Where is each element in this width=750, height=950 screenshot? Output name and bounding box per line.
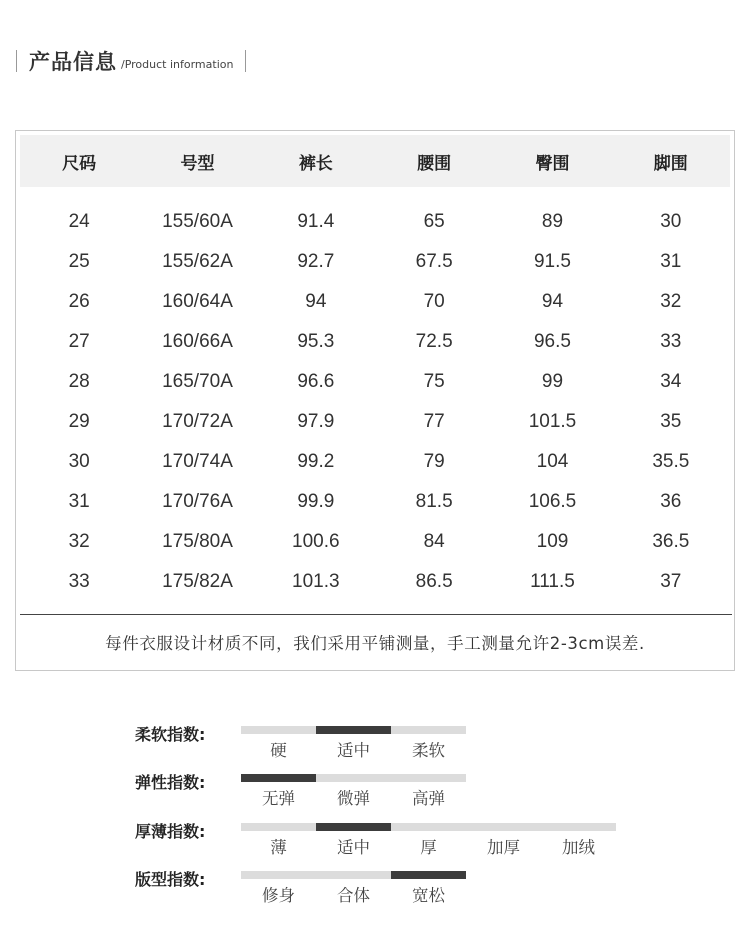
table-row [20,402,730,442]
index-segment-active [316,823,391,831]
index-option: 加厚 [487,838,520,857]
index-segment-active [391,871,466,879]
table-cell: 155/60A [162,211,233,232]
index-segment [241,823,316,831]
table-cell: 28 [68,371,90,392]
table-cell: 86.5 [415,571,453,592]
index-option: 无弹 [262,789,295,808]
table-cell: 79 [423,451,445,472]
column-header: 号型 [180,153,215,174]
table-row [20,482,730,522]
index-row [0,819,750,859]
index-label: 柔软指数: [135,725,206,744]
table-cell: 99 [541,371,564,392]
table-cell: 94 [541,291,564,312]
table-cell: 24 [68,211,90,232]
table-cell: 96.6 [297,371,335,392]
index-segment [391,774,466,782]
table-cell: 84 [423,531,445,552]
column-header: 尺码 [62,153,97,174]
index-segment [316,774,391,782]
table-cell: 77 [423,411,445,432]
table-cell: 65 [423,211,445,232]
index-option: 加绒 [562,838,595,857]
index-option: 厚 [420,838,437,857]
table-cell: 35.5 [652,451,690,472]
size-table-header [20,135,730,187]
size-table [15,130,735,671]
index-row [0,722,750,762]
index-segment [391,823,466,831]
table-cell: 67.5 [415,251,453,272]
table-cell: 94 [305,291,327,312]
section-title: 产品信息 [29,50,117,74]
column-header: 臀围 [535,153,570,174]
table-cell: 32 [660,291,682,312]
index-segment-active [241,774,316,782]
index-option: 薄 [270,838,287,857]
table-row [20,562,730,602]
table-cell: 101.5 [528,411,577,432]
table-row [20,202,730,242]
table-cell: 100.6 [292,531,340,552]
index-option: 硬 [270,741,287,760]
index-option: 高弹 [412,789,445,808]
column-header: 裤长 [298,153,333,174]
table-cell: 36 [660,491,682,512]
table-row [20,322,730,362]
measurement-note: 每件衣服设计材质不同，我们采用平铺测量，手工测量允许2-3cm误差. [105,634,645,653]
table-cell: 35 [660,411,682,432]
header-left-bar [16,50,17,72]
index-label: 版型指数: [135,870,206,889]
table-cell: 30 [68,451,90,472]
index-segment [241,726,316,734]
table-row [20,242,730,282]
table-cell: 32 [68,531,90,552]
index-row [0,867,750,907]
table-cell: 106.5 [528,491,577,512]
table-cell: 170/72A [162,411,233,432]
table-cell: 160/66A [162,331,233,352]
table-cell: 29 [68,411,90,432]
table-row [20,442,730,482]
index-segment [316,871,391,879]
table-cell: 91.4 [297,211,335,232]
index-option: 适中 [337,741,370,760]
table-cell: 81.5 [415,491,453,512]
table-cell: 36.5 [652,531,690,552]
table-cell: 91.5 [533,251,571,272]
index-row [0,770,750,810]
table-cell: 95.3 [297,331,335,352]
table-cell: 27 [68,331,90,352]
index-segment-active [316,726,391,734]
index-label: 弹性指数: [135,773,206,792]
table-cell: 175/82A [162,571,233,592]
table-cell: 25 [68,251,90,272]
index-option: 柔软 [412,741,445,760]
table-cell: 109 [536,531,569,552]
table-cell: 72.5 [415,331,453,352]
table-cell: 33 [68,571,90,592]
index-option: 微弹 [337,789,370,808]
index-label: 厚薄指数: [135,822,206,841]
table-cell: 70 [423,291,445,312]
table-cell: 33 [660,331,682,352]
table-cell: 155/62A [162,251,233,272]
table-row [20,282,730,322]
table-cell: 165/70A [162,371,233,392]
column-header: 腰围 [417,153,452,174]
table-cell: 101.3 [292,571,340,592]
table-row [20,362,730,402]
table-row [20,522,730,562]
table-cell: 175/80A [162,531,233,552]
index-option: 合体 [337,886,370,905]
table-cell: 75 [423,371,445,392]
table-cell: 26 [68,291,90,312]
table-cell: 89 [541,211,564,232]
index-segment [466,823,541,831]
table-cell: 170/74A [162,451,233,472]
table-cell: 92.7 [297,251,335,272]
section-subtitle: /Product information [121,58,234,71]
table-cell: 170/76A [162,491,233,512]
table-cell: 37 [660,571,682,592]
table-cell: 160/64A [162,291,233,312]
table-cell: 96.5 [533,331,571,352]
index-segment [391,726,466,734]
index-option: 宽松 [412,886,445,905]
table-cell: 34 [660,371,682,392]
section-header [16,46,246,76]
index-segment [241,871,316,879]
table-cell: 99.9 [297,491,335,512]
table-cell: 97.9 [297,411,335,432]
size-table-body [20,202,730,602]
table-cell: 104 [536,451,569,472]
header-right-bar [245,50,246,72]
column-header: 脚围 [653,153,688,174]
index-option: 适中 [337,838,370,857]
table-cell: 31 [660,251,682,272]
table-cell: 31 [68,491,90,512]
table-cell: 30 [660,211,682,232]
table-divider [20,614,732,615]
index-option: 修身 [262,886,295,905]
table-cell: 111.5 [530,571,575,592]
table-cell: 99.2 [297,451,335,472]
index-segment [541,823,616,831]
